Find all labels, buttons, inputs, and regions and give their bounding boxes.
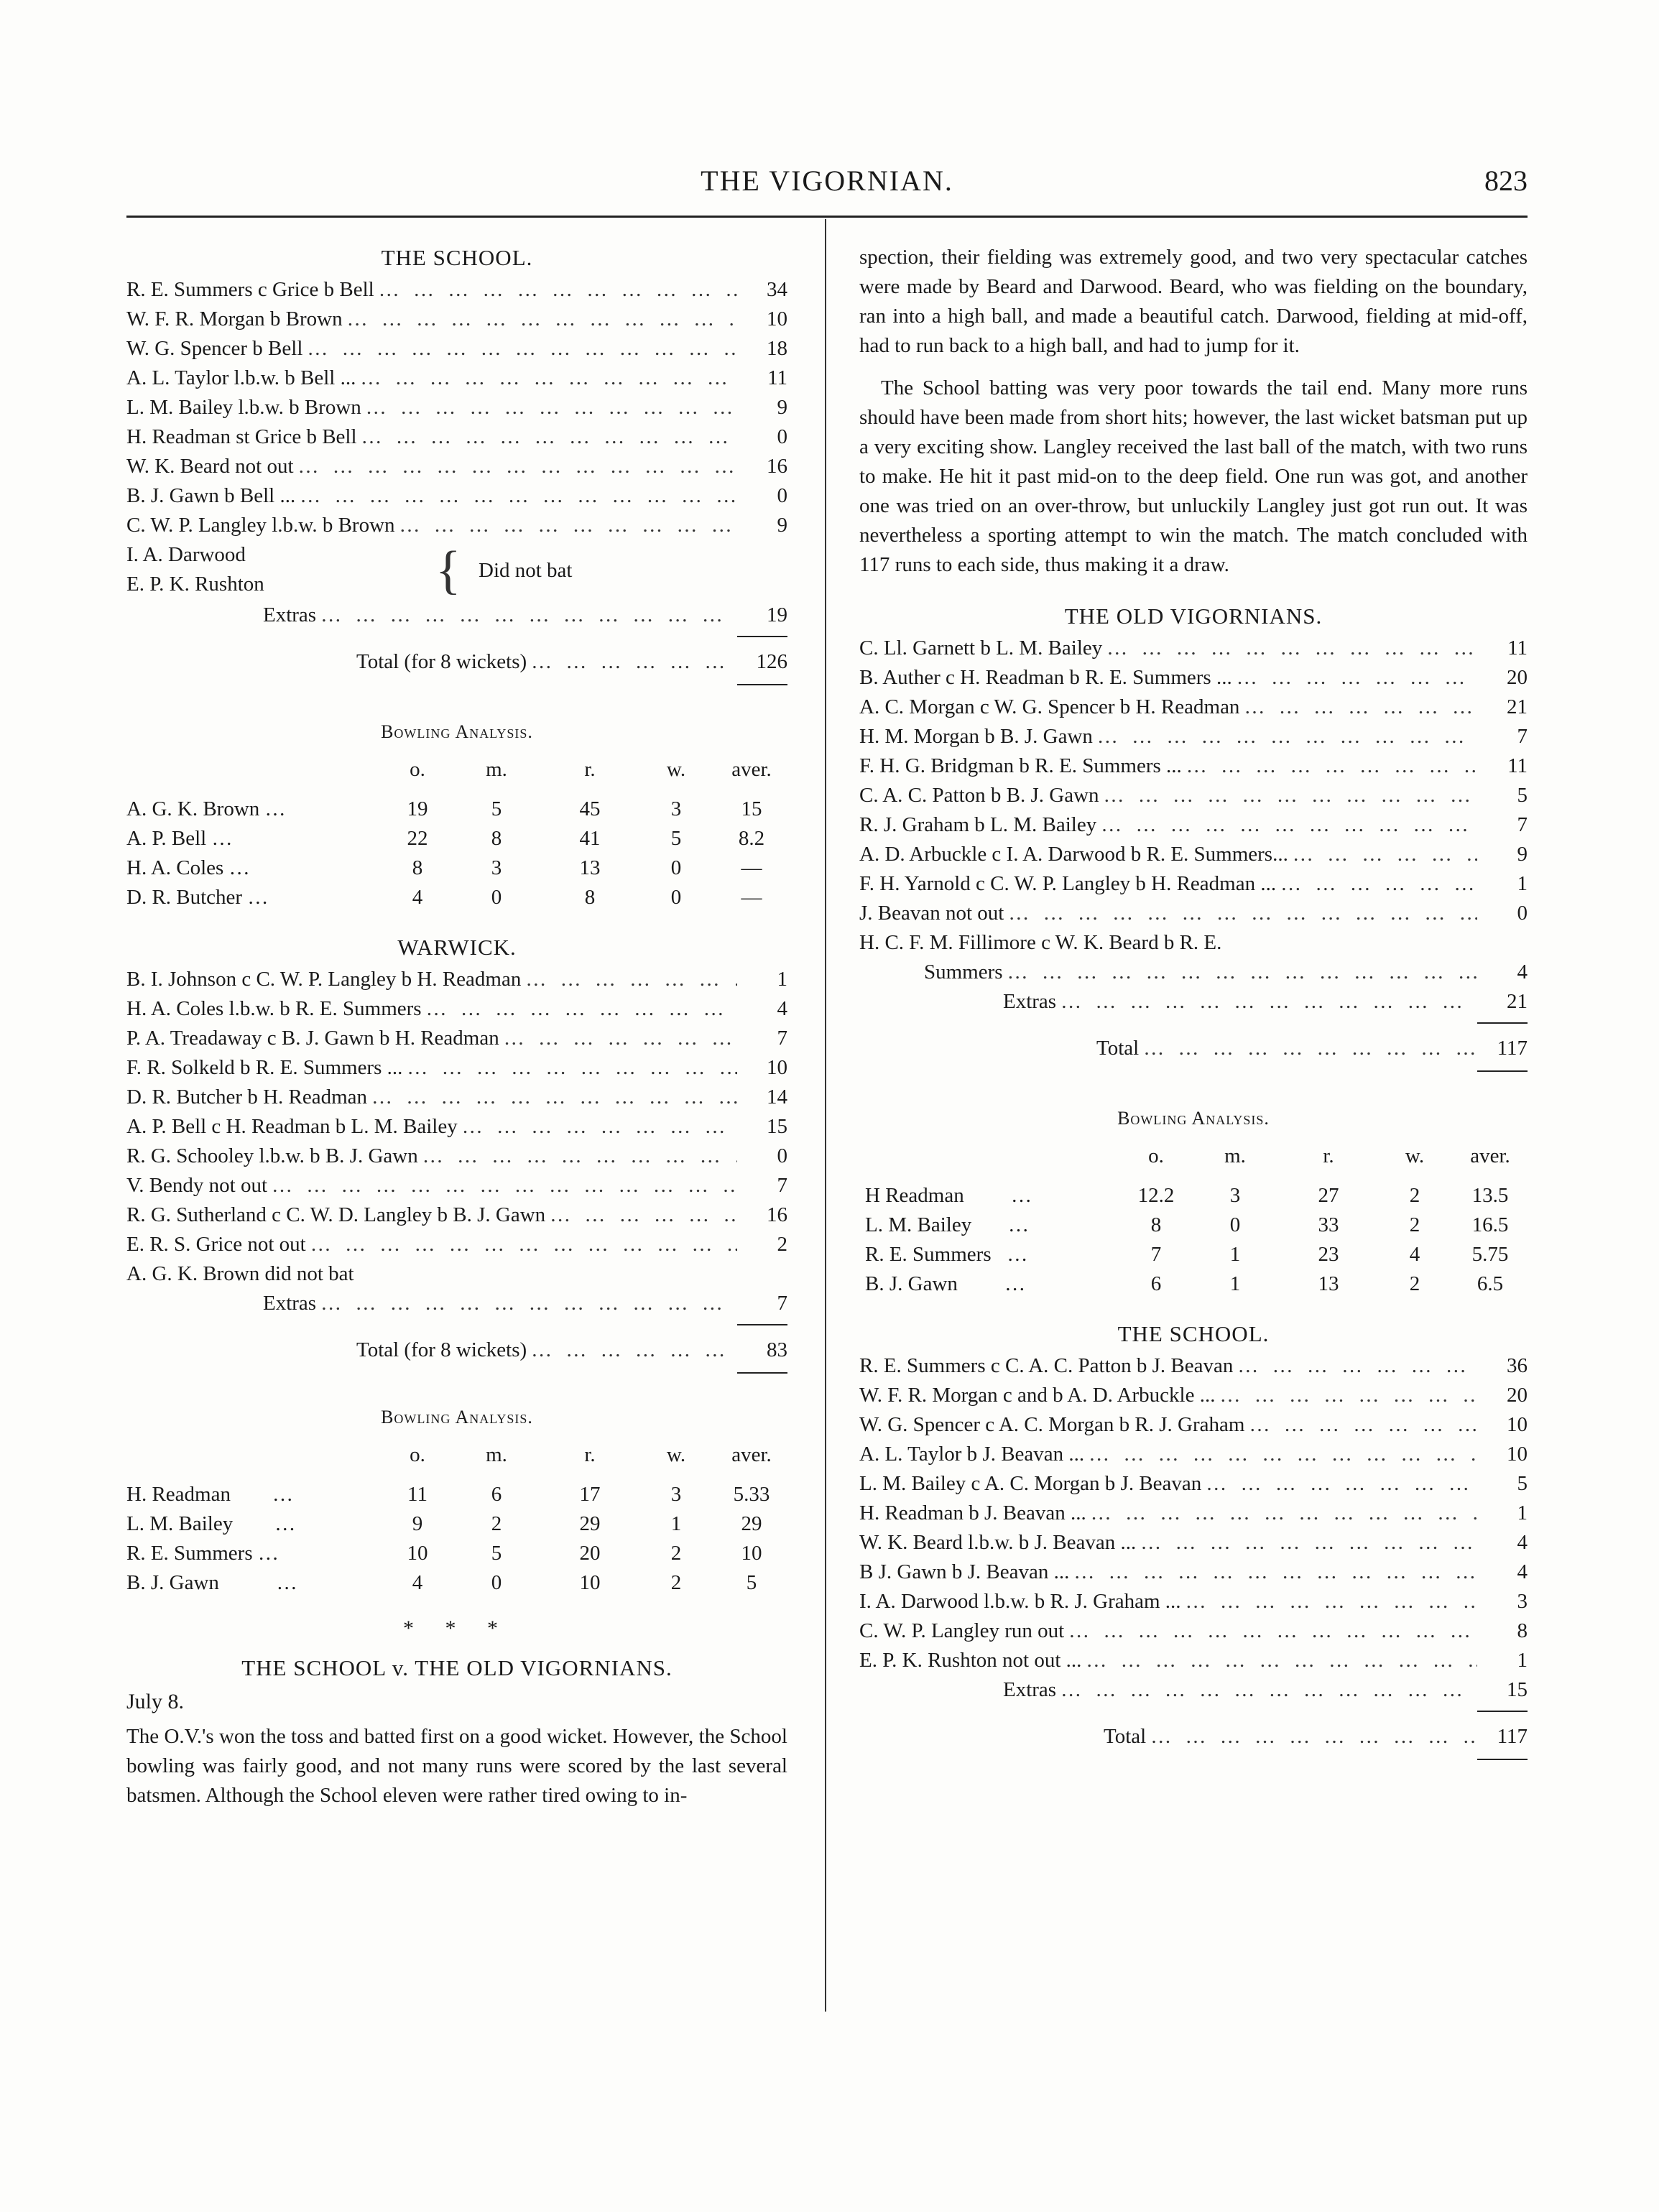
- total-row: Total (for 8 wickets) … … … … … … … … … … … … … … … … … … … … … … … … … … … … … … 83: [126, 1336, 787, 1365]
- batsman: W. F. R. Morgan b Brown: [126, 307, 343, 330]
- extras-row: Extras … … … … … … … … … … … … … … … … … … … … … … … … … … … … … … 21: [859, 987, 1528, 1017]
- batsman: I. A. Darwood: [126, 543, 246, 566]
- match-date: July 8.: [126, 1690, 185, 1713]
- list-item: W. K. Beard l.b.w. b J. Beavan ... … … … … … … … … … … … … … … … … … … … … … … … … … … … … … … 4: [859, 1528, 1528, 1558]
- did-not-bat-label: Did not bat: [479, 559, 573, 582]
- list-item: [126, 334, 787, 364]
- list-item: R. J. Graham b L. M. Bailey … … … … … … … … … … … … … … … … … … … … … … … … … … … … … … 7: [859, 810, 1528, 840]
- list-item: [126, 481, 787, 511]
- batsman: C. W. P. Langley l.b.w. b Brown: [126, 514, 395, 537]
- table-row: H. Readman … 11 6 17 3 5.33: [126, 1483, 770, 1506]
- sum-rule: [1477, 1759, 1528, 1760]
- batsman: W. G. Spencer b Bell: [126, 337, 303, 360]
- list-item: B J. Gawn b J. Beavan ... … … … … … … … … … … … … … … … … … … … … … … … … … … … … … … 4: [859, 1558, 1528, 1587]
- list-item: W. F. R. Morgan c and b A. D. Arbuckle ... … … … … … … … … … … … … … … … … … … … … … … … … … … … … … … 20: [859, 1381, 1528, 1410]
- sum-rule: [737, 1372, 787, 1374]
- batsman: W. K. Beard not out: [126, 455, 294, 478]
- list-item: E. P. K. Rushton not out ... … … … … … … … … … … … … … … … … … … … … … … … … … … … … … … 1: [859, 1646, 1528, 1675]
- batsman: A. L. Taylor l.b.w. b Bell ...: [126, 366, 356, 389]
- header-rule: [126, 216, 1528, 218]
- list-item: B. I. Johnson c C. W. P. Langley b H. Readman … … … … … … … … … … … … … … … … … … … … … … … … … … … … … … 1: [126, 965, 787, 994]
- list-item: F. H. G. Bridgman b R. E. Summers ... … … … … … … … … … … … … … … … … … … … … … … … … … … … … … … 11: [859, 751, 1528, 781]
- brace-icon: {: [435, 541, 461, 600]
- table-row: A. P. Bell … 22 8 41 5 8.2: [126, 827, 765, 850]
- list-item: [126, 364, 787, 393]
- page-number: 823: [1484, 165, 1528, 197]
- extras-row: Extras … … … … … … … … … … … … … … … … … … … … … … … … … … … … … … 19: [126, 601, 787, 630]
- bowling-analysis-title: Bowling Analysis.: [381, 1407, 533, 1427]
- warwick-innings-list: [126, 965, 787, 1374]
- list-item: A. C. Morgan c W. G. Spencer b H. Readman … … … … … … … … … … … … … … … … … … … … … … … … … … … … … … 21: [859, 693, 1528, 722]
- match-report-paragraph: The School batting was very poor towards the tail end. Many more runs should have been made from short hits; however, the last wicket batsman put up a very exciting show. Langley received the last ball of the match, with two runs to make. He hit it past mid-on to the deep field. One run was got, and another one was tried on an over-throw, but unluckily Langley just got run out. It was nevertheless a sporting attempt to win the match. The match concluded with 117 runs to each side, thus making it a draw.: [859, 376, 1528, 576]
- did-not-bat-group: [126, 540, 787, 601]
- runs: 18: [767, 337, 787, 360]
- list-item: F. H. Yarnold c C. W. P. Langley b H. Readman ... … … … … … … … … … … … … … … … … … … … … … … … … … … … … … … 1: [859, 869, 1528, 899]
- extras-row: Extras … … … … … … … … … … … … … … … … … … … … … … … … … … … … … … 7: [126, 1289, 787, 1318]
- list-item: [126, 511, 787, 540]
- sum-rule: [737, 1324, 787, 1325]
- list-item: B. Auther c H. Readman b R. E. Summers ... … … … … … … … … … … … … … … … … … … … … … … … … … … … … … … 20: [859, 663, 1528, 693]
- table-row: B. J. Gawn … 6 1 13 2 6.5: [865, 1272, 1504, 1295]
- list-item: H. Readman b J. Beavan ... … … … … … … … … … … … … … … … … … … … … … … … … … … … … … … 1: [859, 1499, 1528, 1528]
- list-item: F. R. Solkeld b R. E. Summers ... … … … … … … … … … … … … … … … … … … … … … … … … … … … … … … 10: [126, 1053, 787, 1083]
- runs: 0: [777, 425, 787, 448]
- batsman: B. J. Gawn b Bell ...: [126, 484, 296, 507]
- total-row: Total … … … … … … … … … … … … … … … … … … … … … … … … … … … … … … 117: [859, 1034, 1528, 1063]
- total-row: Total … … … … … … … … … … … … … … … … … … … … … … … … … … … … … … 117: [859, 1722, 1528, 1751]
- table-row: D. R. Butcher … 4 0 8 0 —: [126, 886, 762, 909]
- runs: 10: [767, 307, 787, 330]
- batsman: L. M. Bailey l.b.w. b Brown: [126, 396, 361, 419]
- list-item: V. Bendy not out … … … … … … … … … … … … … … … … … … … … … … … … … … … … … … 7: [126, 1171, 787, 1200]
- journal-title: THE VIGORNIAN.: [701, 165, 953, 197]
- list-item-continued: Summers … … … … … … … … … … … … … … … … … … … … … … … … … … … … … … 4: [859, 958, 1528, 987]
- list-item: A. D. Arbuckle c I. A. Darwood b R. E. Summers... … … … … … … … … … … … … … … … … … … … … … … … … … … … … … … 9: [859, 840, 1528, 869]
- match-title: THE SCHOOL v. THE OLD VIGORNIANS.: [241, 1655, 673, 1680]
- ov-innings-list: [859, 634, 1528, 1072]
- list-item: [126, 422, 787, 452]
- school-second-title: THE SCHOOL.: [1117, 1321, 1270, 1346]
- list-item: [126, 393, 787, 422]
- runs: 16: [767, 455, 787, 478]
- sum-rule: [737, 684, 787, 685]
- sum-rule: [737, 636, 787, 637]
- table-header: o. m. r. w. aver.: [410, 1443, 772, 1466]
- batsman: H. Readman st Grice b Bell: [126, 425, 357, 448]
- match-report-paragraph: The O.V.'s won the toss and batted first on a good wicket. However, the School bowling was fairly good, and not many runs were scored by the last several batsmen. Although the School eleven were rather tired owing to in-: [126, 1725, 787, 1807]
- extras-row: Extras … … … … … … … … … … … … … … … … … … … … … … … … … … … … … … 15: [859, 1675, 1528, 1705]
- runs: 9: [777, 514, 787, 537]
- table-row: H Readman … 12.2 3 27 2 13.5: [865, 1184, 1509, 1207]
- list-item: [126, 305, 787, 334]
- table-header: o. m. r. w. aver.: [410, 758, 772, 781]
- runs: 0: [777, 484, 787, 507]
- page-header: [126, 164, 1528, 214]
- list-item: A. L. Taylor b J. Beavan ... … … … … … … … … … … … … … … … … … … … … … … … … … … … … … … 10: [859, 1440, 1528, 1469]
- list-item: A. G. K. Brown did not bat: [126, 1262, 354, 1285]
- bowling-table: [126, 1440, 787, 1598]
- table-row: A. G. K. Brown … 19 5 45 3 15: [126, 797, 762, 820]
- bowling-table: [865, 1142, 1526, 1299]
- ov-innings-title: THE OLD VIGORNIANS.: [1064, 603, 1323, 629]
- runs: 9: [777, 396, 787, 419]
- section-separator: * * *: [403, 1616, 511, 1640]
- sum-rule: [1477, 1711, 1528, 1712]
- warwick-innings-title: WARWICK.: [397, 935, 517, 960]
- school-innings-title: THE SCHOOL.: [381, 245, 533, 270]
- list-item: J. Beavan not out … … … … … … … … … … … … … … … … … … … … … … … … … … … … … … 0: [859, 899, 1528, 928]
- total-row: Total (for 8 wickets) … … … … … … … … … … … … … … … … … … … … … … … … … … … … … … 126: [126, 647, 787, 677]
- left-column: [126, 243, 787, 1810]
- batsman: R. E. Summers c Grice b Bell: [126, 278, 374, 301]
- list-item: D. R. Butcher b H. Readman … … … … … … … … … … … … … … … … … … … … … … … … … … … … … … 14: [126, 1083, 787, 1112]
- column-divider: [825, 219, 826, 2012]
- table-row: L. M. Bailey … 8 0 33 2 16.5: [865, 1213, 1509, 1236]
- table-row: L. M. Bailey … 9 2 29 1 29: [126, 1512, 762, 1535]
- table-row: R. E. Summers … 10 5 20 2 10: [126, 1542, 762, 1565]
- table-header: o. m. r. w. aver.: [1148, 1144, 1510, 1167]
- runs: 11: [767, 366, 787, 389]
- list-item: C. Ll. Garnett b L. M. Bailey … … … … … … … … … … … … … … … … … … … … … … … … … … … … … … 11: [859, 634, 1528, 663]
- list-item: [126, 275, 787, 305]
- bowling-table: [126, 755, 787, 912]
- sum-rule: [1477, 1022, 1528, 1024]
- right-column: [859, 243, 1528, 1760]
- list-item: H. C. F. M. Fillimore c W. K. Beard b R. E.: [859, 931, 1222, 954]
- bowling-analysis-title: Bowling Analysis.: [1117, 1108, 1270, 1129]
- list-item: H. A. Coles l.b.w. b R. E. Summers … … … … … … … … … … … … … … … … … … … … … … … … … … … … … … 4: [126, 994, 787, 1024]
- list-item: W. G. Spencer c A. C. Morgan b R. J. Graham … … … … … … … … … … … … … … … … … … … … … … … … … … … … … … 10: [859, 1410, 1528, 1440]
- match-report-continued: spection, their fielding was extremely good, and two very spectacular catches were made by Beard and Darwood. Beard, who was fielding on the boundary, ran into a high ball, and made a beautiful catch. Darwood, fielding at mid-off, had to run back to a high ball, and had to jump for it.: [859, 246, 1528, 357]
- list-item: C. A. C. Patton b B. J. Gawn … … … … … … … … … … … … … … … … … … … … … … … … … … … … … … 5: [859, 781, 1528, 810]
- list-item: [126, 452, 787, 481]
- school-innings-list: [126, 275, 787, 685]
- bowling-analysis-title: Bowling Analysis.: [381, 721, 533, 742]
- list-item: H. M. Morgan b B. J. Gawn … … … … … … … … … … … … … … … … … … … … … … … … … … … … … … 7: [859, 722, 1528, 751]
- list-item: R. G. Sutherland c C. W. D. Langley b B. J. Gawn … … … … … … … … … … … … … … … … … … … … … … … … … … … … … … 16: [126, 1200, 787, 1230]
- list-item: R. E. Summers c C. A. C. Patton b J. Beavan … … … … … … … … … … … … … … … … … … … … … … … … … … … … … … 36: [859, 1351, 1528, 1381]
- runs: 34: [767, 278, 787, 301]
- sum-rule: [1477, 1070, 1528, 1072]
- list-item: L. M. Bailey c A. C. Morgan b J. Beavan … … … … … … … … … … … … … … … … … … … … … … … … … … … … … … 5: [859, 1469, 1528, 1499]
- list-item: I. A. Darwood l.b.w. b R. J. Graham ... … … … … … … … … … … … … … … … … … … … … … … … … … … … … … … 3: [859, 1587, 1528, 1616]
- list-item: C. W. P. Langley run out … … … … … … … … … … … … … … … … … … … … … … … … … … … … … … 8: [859, 1616, 1528, 1646]
- list-item: P. A. Treadaway c B. J. Gawn b H. Readman … … … … … … … … … … … … … … … … … … … … … … … … … … … … … … 7: [126, 1024, 787, 1053]
- list-item: A. P. Bell c H. Readman b L. M. Bailey … … … … … … … … … … … … … … … … … … … … … … … … … … … … … … 15: [126, 1112, 787, 1142]
- batsman: E. P. K. Rushton: [126, 573, 264, 596]
- list-item: R. G. Schooley l.b.w. b B. J. Gawn … … … … … … … … … … … … … … … … … … … … … … … … … … … … … … 0: [126, 1142, 787, 1171]
- table-row: R. E. Summers … 7 1 23 4 5.75: [865, 1243, 1509, 1266]
- table-row: B. J. Gawn … 4 0 10 2 5: [126, 1571, 757, 1594]
- table-row: H. A. Coles … 8 3 13 0 —: [126, 856, 762, 879]
- school-second-list: [859, 1351, 1528, 1760]
- list-item: E. R. S. Grice not out … … … … … … … … … … … … … … … … … … … … … … … … … … … … … … 2: [126, 1230, 787, 1259]
